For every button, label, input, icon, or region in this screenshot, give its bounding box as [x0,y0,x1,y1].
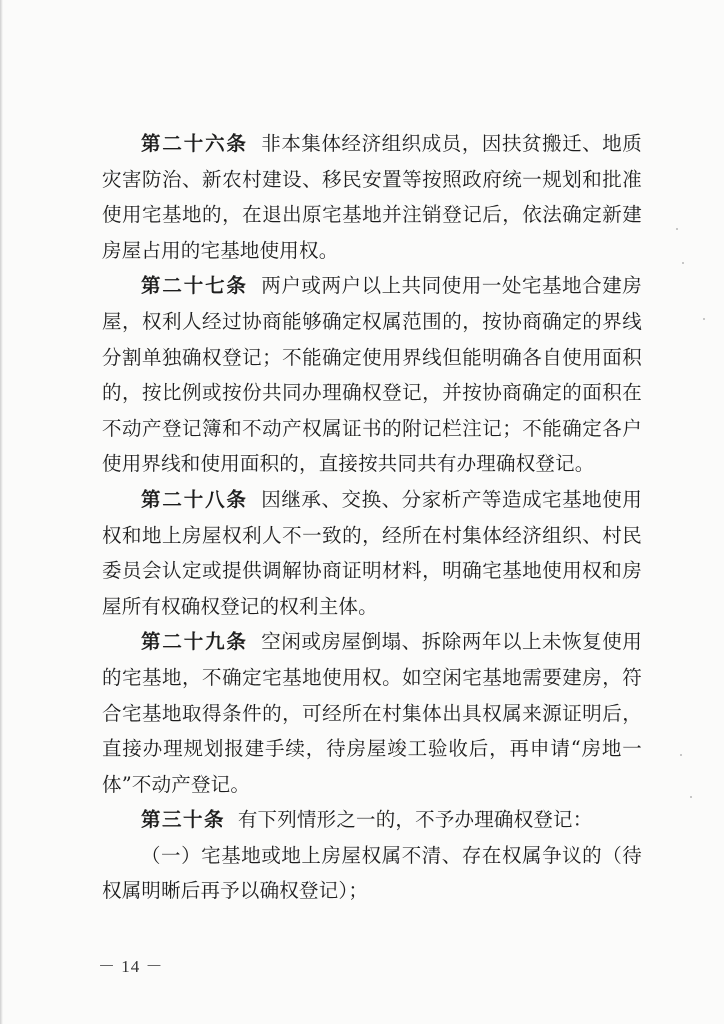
scan-speck [703,318,705,320]
article-27 [102,268,642,482]
article-heading: 第二十七条 [141,274,248,298]
page-number: － 14 － [98,957,164,976]
article-body: 两户或两户以上共同使用一处宅基地合建房屋，权利人经过协商能够确定权属范围的，按协商确定的界线分割单独确权登记；不能确定使用界线但能明确各自使用面积的，按比例或按份共同办理确权登记，并按协商确定的面积在不动产登记簿和不动产权属证书的附记栏注记；不能确定各户使用界线和使用面积的，直接按共同共有办理确权登记。 [102,274,642,476]
article-heading: 第二十六条 [141,132,248,155]
article-heading: 第二十九条 [141,630,248,654]
list-item-1: （一）宅基地或地上房屋权属不清、存在权属争议的（待权属明晰后再予以确权登记）； [102,843,642,903]
article-28 [102,482,642,624]
article-body: 空闲或房屋倒塌、拆除两年以上未恢复使用的宅基地，不确定宅基地使用权。如空闲宅基地需要建房，符合宅基地取得条件的，可经所在村集体出具权属来源证明后，直接办理规划报建手续，待房屋竣工验收后，再申请“房地一体”不动产登记。 [102,630,642,796]
article-text [248,132,262,155]
article-heading: 第二十八条 [141,487,248,511]
article-body: 有下列情形之一的，不予办理确权登记： [237,808,593,832]
scan-speck [680,754,682,756]
article-body: 因继承、交换、分家析产等造成宅基地使用权和地上房屋权利人不一致的，经所在村集体经济组织、村民委员会认定或提供调解协商证明材料，明确宅基地使用权和房屋所有权确权登记的权利主体。 [102,487,642,618]
scan-speck [682,262,684,264]
scan-speck [676,228,678,230]
article-26 [102,126,642,268]
article-30 [102,802,642,838]
page-edge-shadow [0,0,3,1024]
article-body: 非本集体经济组织成员，因扶贫搬迁、地质灾害防治、新农村建设、移民安置等按照政府统一规划和批准使用宅基地的，在退出原宅基地并注销登记后，依法确定新建房屋占用的宅基地使用权。 [102,132,642,262]
article-heading: 第三十条 [141,808,226,832]
scan-speck [690,796,692,798]
document-body [102,126,642,909]
article-29 [102,624,642,802]
